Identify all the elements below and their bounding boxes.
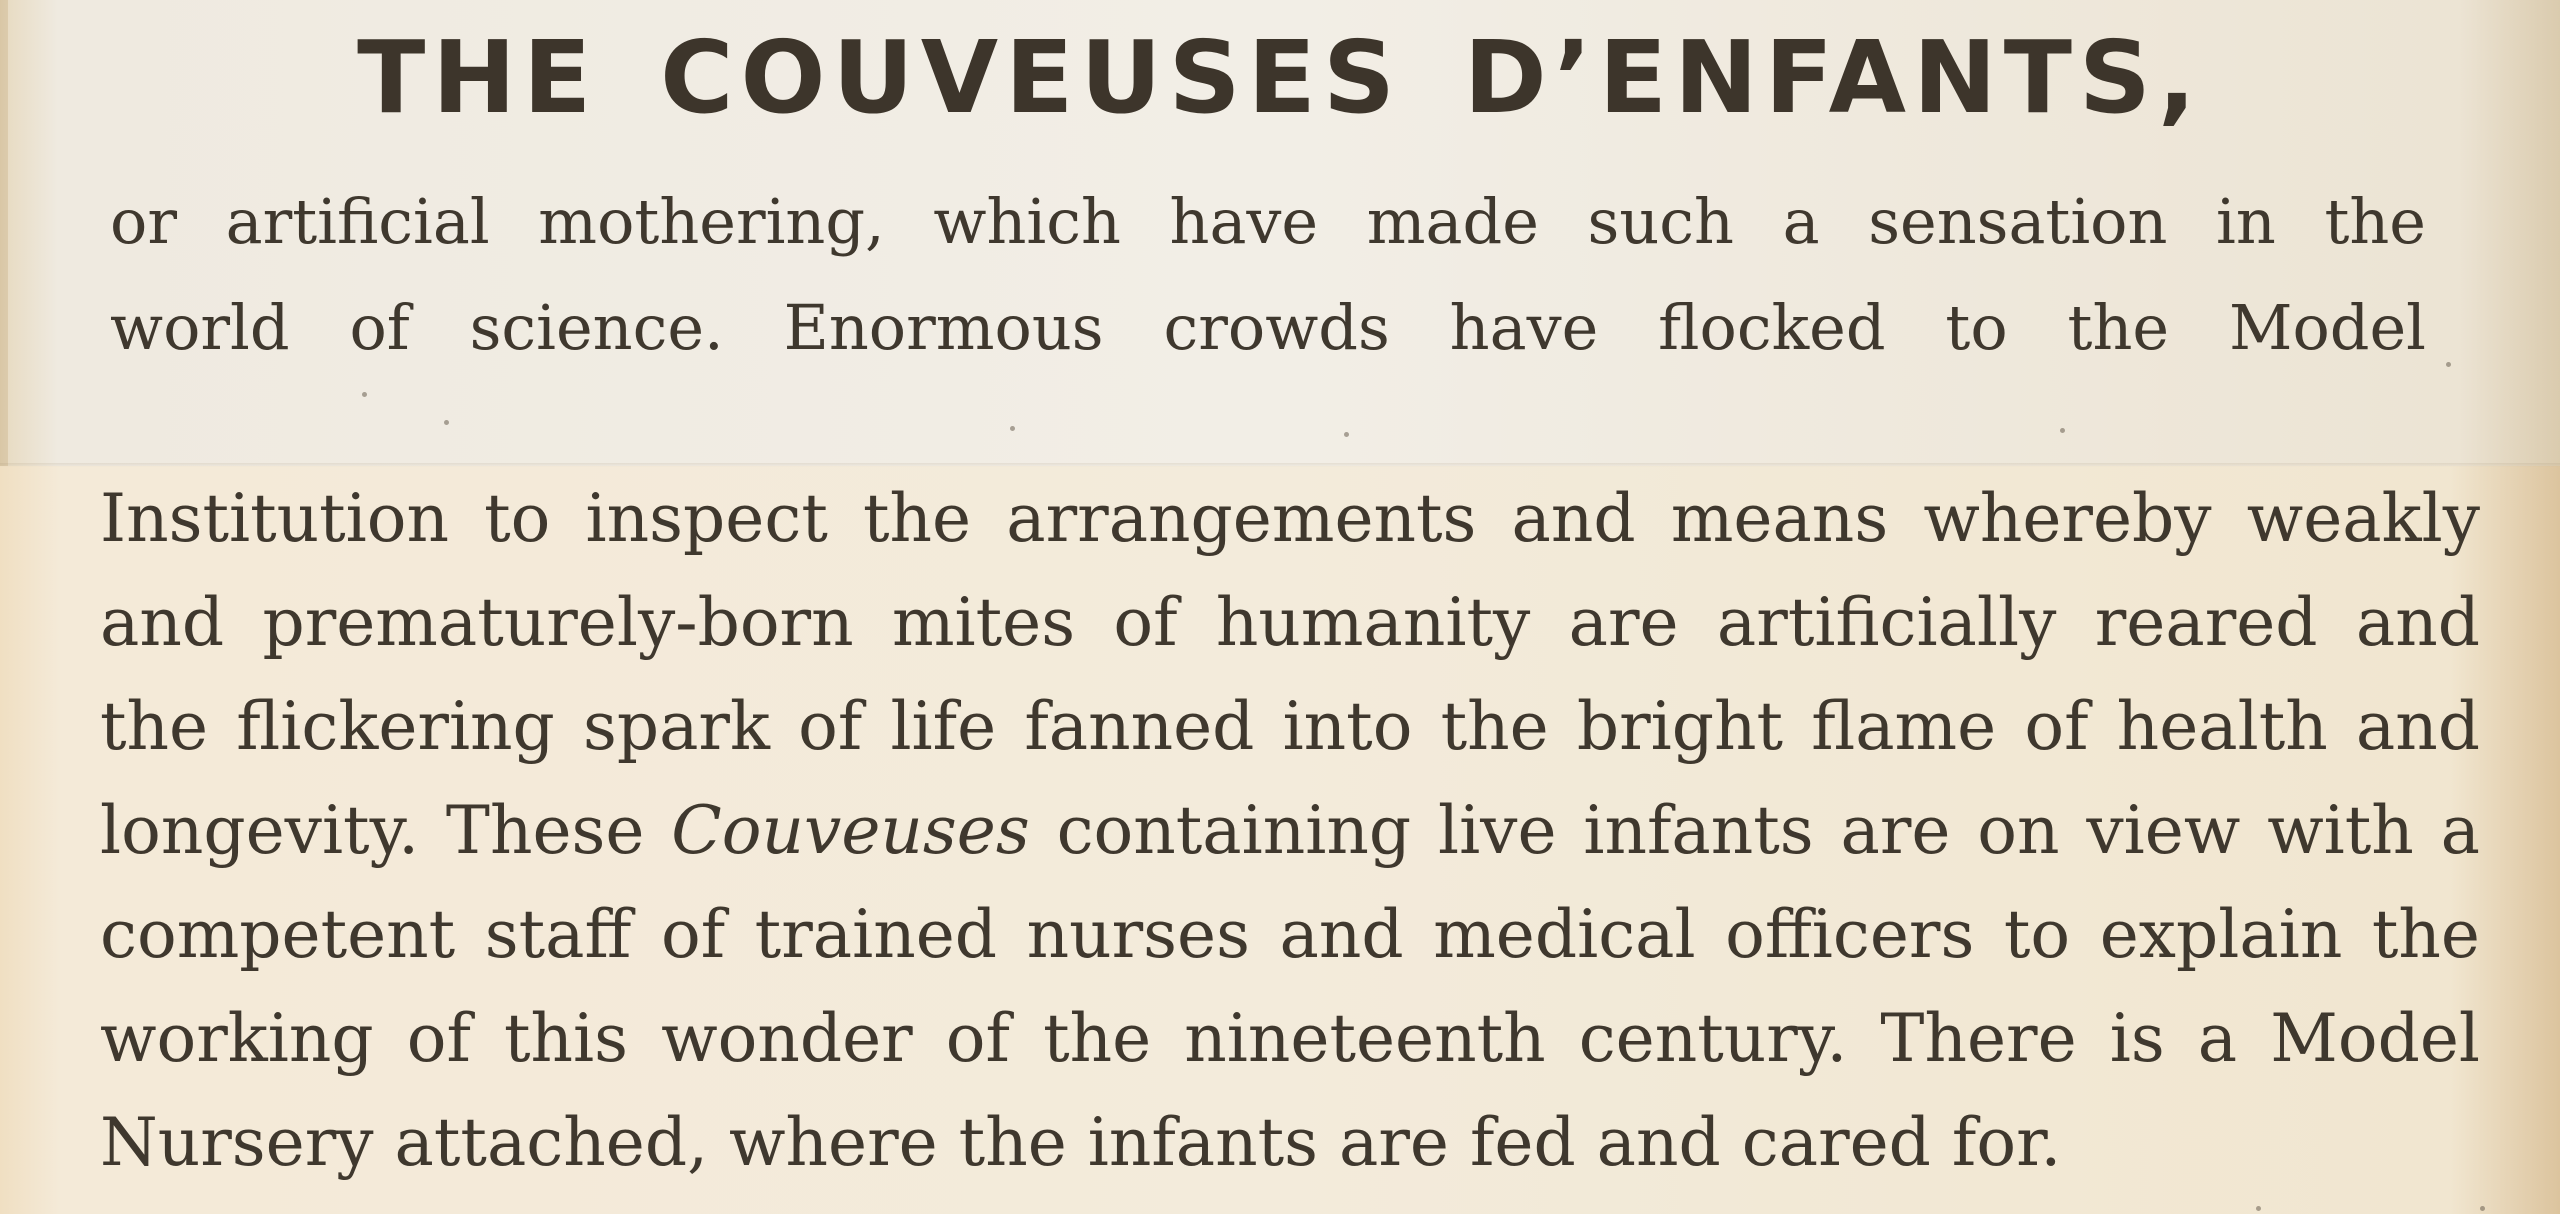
text-line: competent staff of trained nurses and medical officers to explain the — [100, 896, 2480, 973]
text-line: or artificial mothering, which have made such a sensation in the — [110, 185, 2426, 258]
text-line: world of science. Enormous crowds have flocked to the Model — [110, 291, 2426, 364]
text-line: Institution to inspect the arrangements and means whereby weakly — [100, 480, 2480, 557]
paper-seam — [0, 463, 2560, 467]
paper-speck — [1010, 426, 1015, 431]
paper-speck — [444, 420, 449, 425]
text-line: working of this wonder of the nineteenth century. There is a Model — [100, 1000, 2480, 1077]
paper-speck — [362, 392, 367, 397]
page-title: THE COUVEUSES D’ENFANTS, — [357, 19, 2203, 136]
text-line-last: Nursery attached, where the infants are fed and cared for. — [100, 1104, 2062, 1181]
paper-speck — [2256, 1206, 2261, 1211]
italic-word: Couveuses — [671, 792, 1030, 869]
paper-speck — [2446, 362, 2451, 367]
paper-speck — [2480, 1206, 2485, 1211]
paper-speck — [2060, 428, 2065, 433]
text-line: the flickering spark of life fanned into the bright flame of health and — [100, 688, 2480, 765]
text-line-with-italic — [100, 788, 2480, 874]
text-segment: longevity. These — [100, 792, 645, 869]
text-line: and prematurely-born mites of humanity are artificially reared and — [100, 584, 2480, 661]
text-segment: containing live infants are on view with a — [1056, 792, 2480, 869]
paper-speck — [1344, 432, 1349, 437]
